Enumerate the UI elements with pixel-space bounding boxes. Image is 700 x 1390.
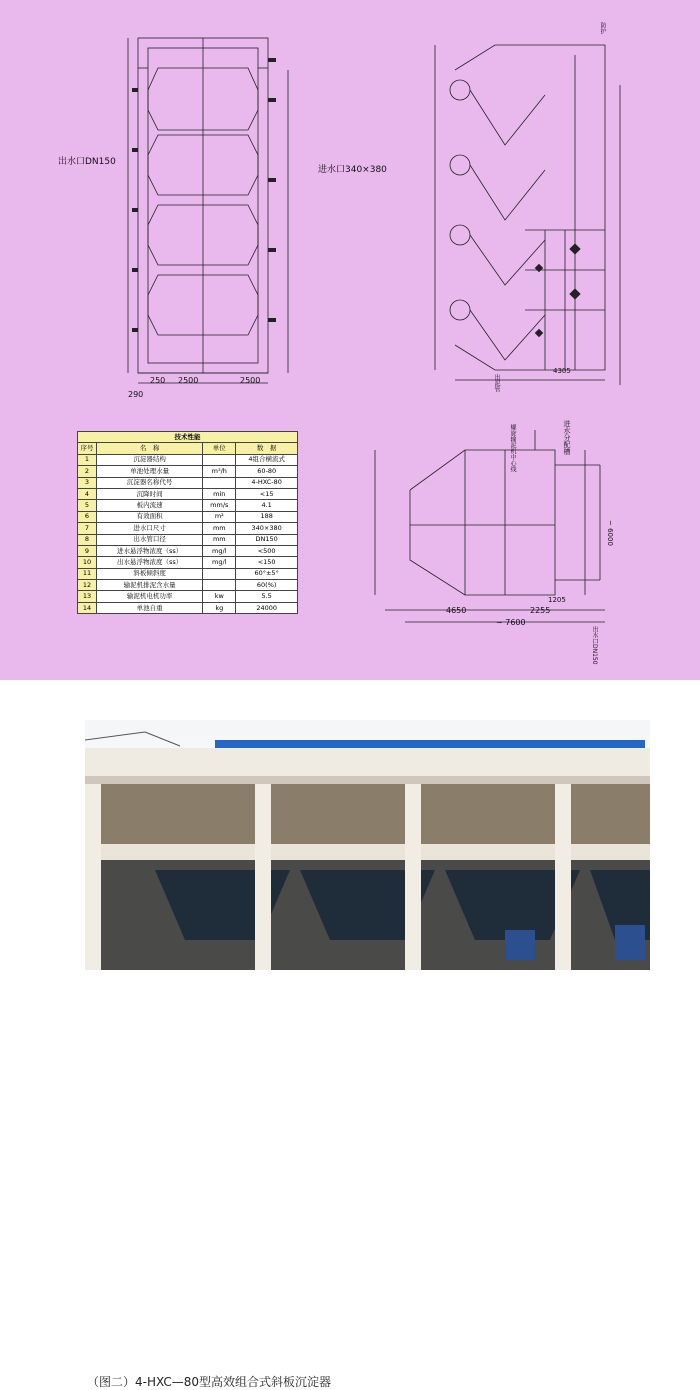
spec-value: 60(%) (236, 580, 298, 591)
plan-bottom-dim-4: 290 (128, 390, 144, 399)
spec-name: 进水口尺寸 (97, 523, 203, 534)
spec-unit: mm (203, 523, 236, 534)
spec-name: 沉降时间 (97, 488, 203, 499)
spec-unit (203, 454, 236, 465)
drawing-sheet (0, 0, 700, 680)
side-bottom-dim-3: 1205 (548, 596, 566, 604)
spec-no: 14 (78, 602, 97, 613)
spec-value: <150 (236, 557, 298, 568)
elevation-top-label: 防护 (599, 22, 606, 34)
spec-no: 6 (78, 511, 97, 522)
spec-no: 11 (78, 568, 97, 579)
spec-table-title: 技术性能 (78, 432, 298, 443)
spec-unit: kg (203, 602, 236, 613)
spec-name: 单池处理水量 (97, 466, 203, 477)
spec-name: 输泥机排泥含水量 (97, 580, 203, 591)
spec-row (78, 511, 298, 522)
side-distribution-label: 进水分配槽 (563, 420, 571, 455)
figure-caption: （图二）4-HXC—80型高效组合式斜板沉淀器 (87, 1375, 331, 1389)
spec-no: 2 (78, 466, 97, 477)
spec-value: 5.5 (236, 591, 298, 602)
spec-value: <500 (236, 545, 298, 556)
spec-name: 单池自重 (97, 602, 203, 613)
spec-name: 进水悬浮物浓度（ss） (97, 545, 203, 556)
spec-row (78, 466, 298, 477)
spec-name: 输泥机电机功率 (97, 591, 203, 602)
spec-no: 1 (78, 454, 97, 465)
header-value: 数 据 (236, 443, 298, 454)
spec-no: 4 (78, 488, 97, 499)
spec-name: 出水悬浮物浓度（ss） (97, 557, 203, 568)
plan-inlet-label: 进水口340×380 (318, 165, 387, 175)
spec-row (78, 477, 298, 488)
elevation-bottom-label: 出泥管 (493, 374, 500, 392)
spec-unit: m³/h (203, 466, 236, 477)
spec-table (77, 431, 298, 614)
spec-row (78, 545, 298, 556)
spec-table-body (78, 454, 298, 613)
spec-no: 13 (78, 591, 97, 602)
spec-no: 12 (78, 580, 97, 591)
spec-unit: mm/s (203, 500, 236, 511)
spec-name: 有效面积 (97, 511, 203, 522)
side-conveyor-label: 螺旋输泥机中心线 (509, 424, 516, 472)
spec-unit (203, 568, 236, 579)
spec-row (78, 602, 298, 613)
header-unit: 单位 (203, 443, 236, 454)
spec-unit: mg/l (203, 545, 236, 556)
spec-value: 24000 (236, 602, 298, 613)
spec-unit: min (203, 488, 236, 499)
spec-value: 4-HXC-80 (236, 477, 298, 488)
plan-outlet-label: 出水口DN150 (58, 157, 116, 167)
spec-name: 出水管口径 (97, 534, 203, 545)
side-outlet-label: 出水口DN150 (591, 626, 598, 665)
spec-name: 沉淀器名称代号 (97, 477, 203, 488)
side-bottom-dim-1: 4650 (446, 606, 467, 615)
plan-bottom-dim-3: 2500 (240, 376, 261, 385)
spec-row (78, 591, 298, 602)
spec-name: 斜板倾斜度 (97, 568, 203, 579)
spec-unit: mm (203, 534, 236, 545)
elevation-view-drawing (425, 25, 640, 395)
spec-unit (203, 477, 236, 488)
side-view-drawing (355, 410, 620, 640)
spec-name: 沉淀器结构 (97, 454, 203, 465)
spec-row (78, 454, 298, 465)
spec-value: 340×380 (236, 523, 298, 534)
spec-value: 60°±5° (236, 568, 298, 579)
spec-value: 188 (236, 511, 298, 522)
spec-no: 9 (78, 545, 97, 556)
spec-row (78, 557, 298, 568)
spec-name: 板内流速 (97, 500, 203, 511)
spec-no: 5 (78, 500, 97, 511)
spec-row (78, 568, 298, 579)
spec-unit: m² (203, 511, 236, 522)
photo-area (0, 680, 700, 1389)
spec-value: 4组合横流式 (236, 454, 298, 465)
plan-bottom-dim-2: 2500 (178, 376, 199, 385)
spec-no: 8 (78, 534, 97, 545)
header-no: 序号 (78, 443, 97, 454)
spec-row (78, 580, 298, 591)
spec-unit: mg/l (203, 557, 236, 568)
side-bottom-dim-2: 2255 (530, 606, 551, 615)
spec-value: 4.1 (236, 500, 298, 511)
side-bottom-dim-4: ~ 7600 (496, 618, 526, 627)
spec-row (78, 488, 298, 499)
spec-row (78, 534, 298, 545)
spec-unit (203, 580, 236, 591)
clarifier-photo (85, 720, 650, 970)
spec-value: 60-80 (236, 466, 298, 477)
spec-unit: kw (203, 591, 236, 602)
spec-value: DN150 (236, 534, 298, 545)
elevation-bottom-dim: 4305 (553, 367, 571, 375)
header-name: 名 称 (97, 443, 203, 454)
spec-no: 10 (78, 557, 97, 568)
spec-no: 3 (78, 477, 97, 488)
plan-bottom-dim-1: 250 (150, 376, 166, 385)
spec-no: 7 (78, 523, 97, 534)
spec-value: <15 (236, 488, 298, 499)
spec-row (78, 523, 298, 534)
plan-view-drawing (108, 30, 318, 400)
side-right-dim: ~ 6000 (606, 520, 614, 546)
spec-row (78, 500, 298, 511)
